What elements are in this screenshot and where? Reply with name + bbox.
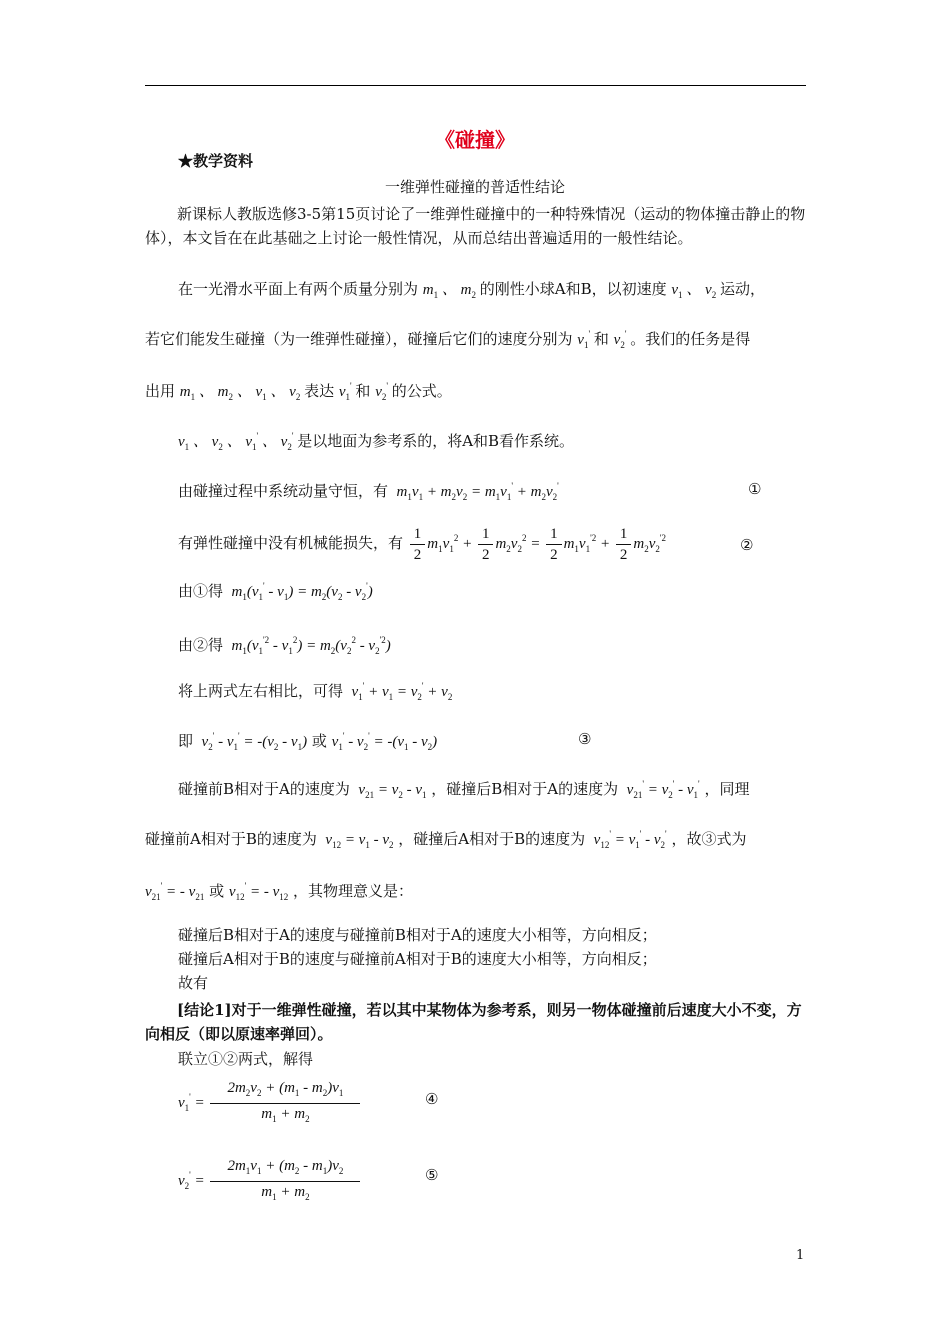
section-heading: ★教学资料: [178, 152, 254, 170]
para-reference-frame: $v_1$ 、 $v_2$ 、 $v_1'$ 、 $v_2'$ 是以地面为参考系的，将A和B看作系统。: [178, 431, 575, 452]
derivation-from-2: 由②得 $m_1(v_1^{'2} - v_1^2) = m_2(v_2^2 - v_2^{'2})$: [178, 635, 391, 656]
para-after-speeds: 若它们能发生碰撞（为一维弹性碰撞），碰撞后它们的速度分别为 $v_1'$ 和 $v_2'$ 。我们的任务是得: [145, 329, 751, 350]
meaning-line-1: 碰撞后B相对于A的速度与碰撞前B相对于A的速度大小相等，方向相反；: [178, 926, 657, 944]
eq-mark-5: ⑤: [425, 1166, 439, 1184]
article-subtitle: 一维弹性碰撞的普适性结论: [384, 178, 565, 196]
ratio-equation: 将上两式左右相比，可得 $v_1' + v_1 = v_2' + v_2$: [178, 681, 453, 702]
para-physical-meaning: $v_{21}'$ = - $v_{21}$ 或 $v_{12}'$ = - $v_{12}$ ，其物理意义是：: [145, 881, 414, 902]
energy-equation: 有弹性碰撞中没有机械能损失，有 $\frac{1}{2}$ $m_1v_1^2$ + $\frac{1}{2}$ $m_2v_2^2$ = $\frac{1}{2}$ $m_1v_1^{'2}$ + $\frac{1}{2}$ $m_2v_2^{'2}$: [178, 526, 666, 563]
conclusion-1: [结论1]对于一维弹性碰撞，若以其中某物体为参考系，则另一物体碰撞前后速度大小不变，方向相反（即以原速率弹回）。: [145, 1001, 802, 1043]
para-solve: 联立①②两式，解得: [178, 1050, 314, 1068]
para-a-relative-b: 碰撞前A相对于B的速度为 $v_{12} = v_1 - v_2$ ，碰撞后A相对于B的速度为 $v_{12}' = v_1' - v_2'$ ，故③式为: [145, 829, 747, 850]
doc-title: 《碰撞》: [435, 128, 515, 152]
para-masses: 在一光滑水平面上有两个质量分别为 $m_1$ 、 $m_2$ 的刚性小球A和B，以初速度 $v_1$ 、 $v_2$ 运动，: [178, 280, 765, 300]
para-task: 出用 $m_1$ 、 $m_2$ 、 $v_1$ 、 $v_2$ 表达 $v_1'$ 和 $v_2'$ 的公式。: [145, 381, 452, 402]
header-rule: [145, 85, 806, 86]
eq-mark-4: ④: [425, 1090, 439, 1108]
meaning-line-2: 碰撞后A相对于B的速度与碰撞前A相对于B的速度大小相等，方向相反；: [178, 950, 657, 968]
relative-velocity-equation: 即 $v_2' - v_1' = -(v_2 - v_1)$ 或 $v_1' - v_2' = -(v_1 - v_2)$: [178, 731, 438, 752]
para-b-relative-a: 碰撞前B相对于A的速度为 $v_{21} = v_2 - v_1$ ，碰撞后B相对于A的速度为 $v_{21}' = v_2' - v_1'$ ，同理: [178, 779, 750, 800]
solution-v1-equation: $v_1'$ = $\frac{2m_2v_2 + (m_1 - m_2)v_1}{m_1 + m_2}$: [178, 1078, 362, 1129]
derivation-from-1: 由①得 $m_1(v_1' - v_1) = m_2(v_2 - v_2')$: [178, 581, 373, 602]
momentum-equation: 由碰撞过程中系统动量守恒，有 $m_1v_1 + m_2v_2 = m_1v_1' + m_2v_2'$: [178, 481, 559, 502]
eq-mark-1: ①: [748, 480, 762, 498]
eq-mark-3: ③: [578, 730, 592, 748]
eq-mark-2: ②: [740, 536, 754, 554]
intro-paragraph: 新课标人教版选修3-5第15页讨论了一维弹性碰撞中的一种特殊情况（运动的物体撞击静止的物体），本文旨在在此基础之上讨论一般性情况，从而总结出普遍适用的一般性结论。: [145, 205, 806, 247]
solution-v2-equation: $v_2'$ = $\frac{2m_1v_1 + (m_2 - m_1)v_2}{m_1 + m_2}$: [178, 1156, 362, 1207]
para-therefore: 故有: [178, 974, 209, 992]
page-number: 1: [796, 1248, 805, 1263]
